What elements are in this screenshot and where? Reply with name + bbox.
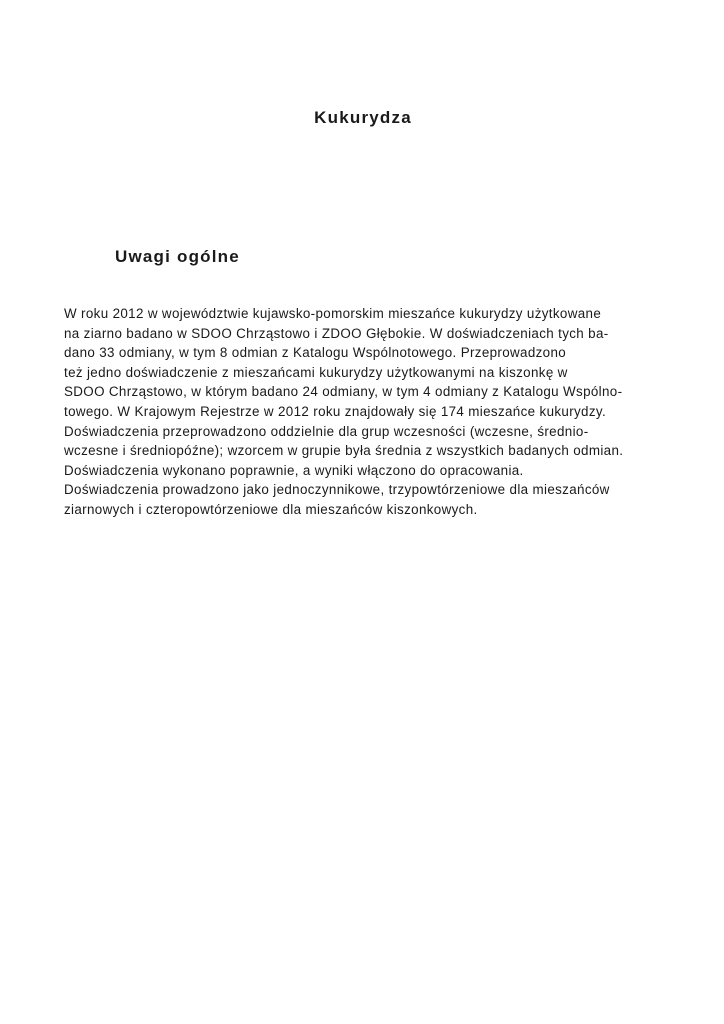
body-line: SDOO Chrząstowo, w którym badano 24 odmiany, w tym 4 odmiany z Katalogu Wspólno- bbox=[64, 384, 623, 400]
body-paragraph bbox=[64, 304, 684, 520]
page-title-text: Kukurydza bbox=[314, 108, 412, 127]
body-line: ziarnowych i czteropowtórzeniowe dla mieszańców kiszonkowych. bbox=[64, 501, 478, 517]
body-line: W roku 2012 w województwie kujawsko-pomorskim mieszańce kukurydzy użytkowane bbox=[64, 306, 602, 321]
body-line: Doświadczenia prowadzono jako jednoczynnikowe, trzypowtórzeniowe dla mieszańców bbox=[64, 482, 610, 498]
body-line: na ziarno badano w SDOO Chrząstowo i ZDOO Głębokie. W doświadczeniach tych ba- bbox=[64, 325, 609, 341]
body-line: Doświadczenia wykonano poprawnie, a wyniki włączono do opracowania. bbox=[64, 462, 524, 478]
body-line: też jedno doświadczenie z mieszańcami kukurydzy użytkowanymi na kiszonkę w bbox=[64, 364, 568, 380]
section-heading: Uwagi ogólne bbox=[115, 247, 240, 266]
body-line: towego. W Krajowym Rejestrze w 2012 roku znajdowały się 174 mieszańce kukurydzy. bbox=[64, 403, 607, 419]
body-line: Doświadczenia przeprowadzono oddzielnie dla grup wczesności (wczesne, średnio- bbox=[64, 423, 589, 439]
body-line: wczesne i średniopóźne); wzorcem w grupie była średnia z wszystkich badanych odmian. bbox=[64, 443, 624, 459]
body-line: dano 33 odmiany, w tym 8 odmian z Katalogu Wspólnotowego. Przeprowadzono bbox=[64, 345, 567, 361]
page-title bbox=[0, 108, 724, 128]
